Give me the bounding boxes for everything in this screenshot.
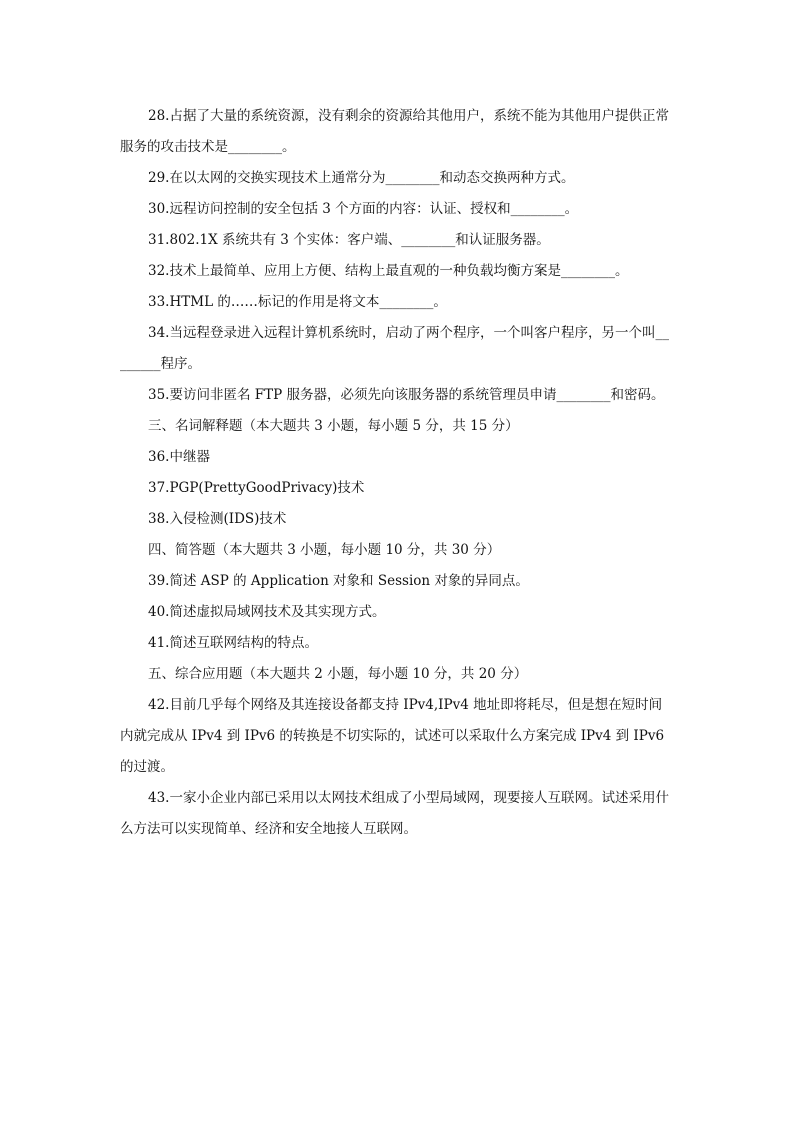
question-31: 31.802.1X 系统共有 3 个实体：客户端、________和认证服务器。 bbox=[148, 232, 550, 248]
question-39: 39.简述 ASP 的 Application 对象和 Session 对象的异同点。 bbox=[148, 573, 529, 589]
question-43: 43.一家小企业内部已采用以太网技术组成了小型局域网，现要接人互联网。试述采用什么方法可以实现简单、经济和安全地接人互联网。 bbox=[120, 790, 669, 837]
question-35: 35.要访问非匿名 FTP 服务器，必须先向该服务器的系统管理员申请________和密码。 bbox=[148, 387, 665, 403]
section-heading-4: 四、简答题（本大题共 3 小题，每小题 10 分，共 30 分） bbox=[148, 542, 501, 558]
question-38: 38.入侵检测(IDS)技术 bbox=[148, 511, 287, 527]
question-33: 33.HTML 的……标记的作用是将文本________。 bbox=[148, 294, 447, 310]
section-heading-5: 五、综合应用题（本大题共 2 小题，每小题 10 分，共 20 分） bbox=[148, 666, 528, 682]
question-40: 40.简述虚拟局域网技术及其实现方式。 bbox=[148, 604, 386, 620]
question-37: 37.PGP(PrettyGoodPrivacy)技术 bbox=[148, 480, 365, 496]
section-heading-3: 三、名词解释题（本大题共 3 小题，每小题 5 分，共 15 分） bbox=[148, 418, 519, 434]
question-29: 29.在以太网的交换实现技术上通常分为________和动态交换两种方式。 bbox=[148, 170, 575, 186]
question-32: 32.技术上最简单、应用上方便、结构上最直观的一种负载均衡方案是________。 bbox=[148, 263, 629, 279]
question-41: 41.简述互联网结构的特点。 bbox=[148, 635, 318, 651]
question-30: 30.远程访问控制的安全包括 3 个方面的内容：认证、授权和________。 bbox=[148, 201, 579, 217]
question-34: 34.当远程登录进入远程计算机系统时，启动了两个程序，一个叫客户程序，另一个叫________程序。 bbox=[120, 325, 669, 372]
question-42: 42.目前几乎每个网络及其连接设备都支持 IPv4,IPv4 地址即将耗尽，但是想在短时间内就完成从 IPv4 到 IPv6 的转换是不切实际的，试述可以采取什么方案完成 IPv4 到 IPv6 的过渡。 bbox=[120, 697, 665, 775]
question-28: 28.占据了大量的系统资源，没有剩余的资源给其他用户，系统不能为其他用户提供正常服务的攻击技术是________。 bbox=[120, 108, 669, 155]
question-36: 36.中继器 bbox=[148, 449, 210, 465]
